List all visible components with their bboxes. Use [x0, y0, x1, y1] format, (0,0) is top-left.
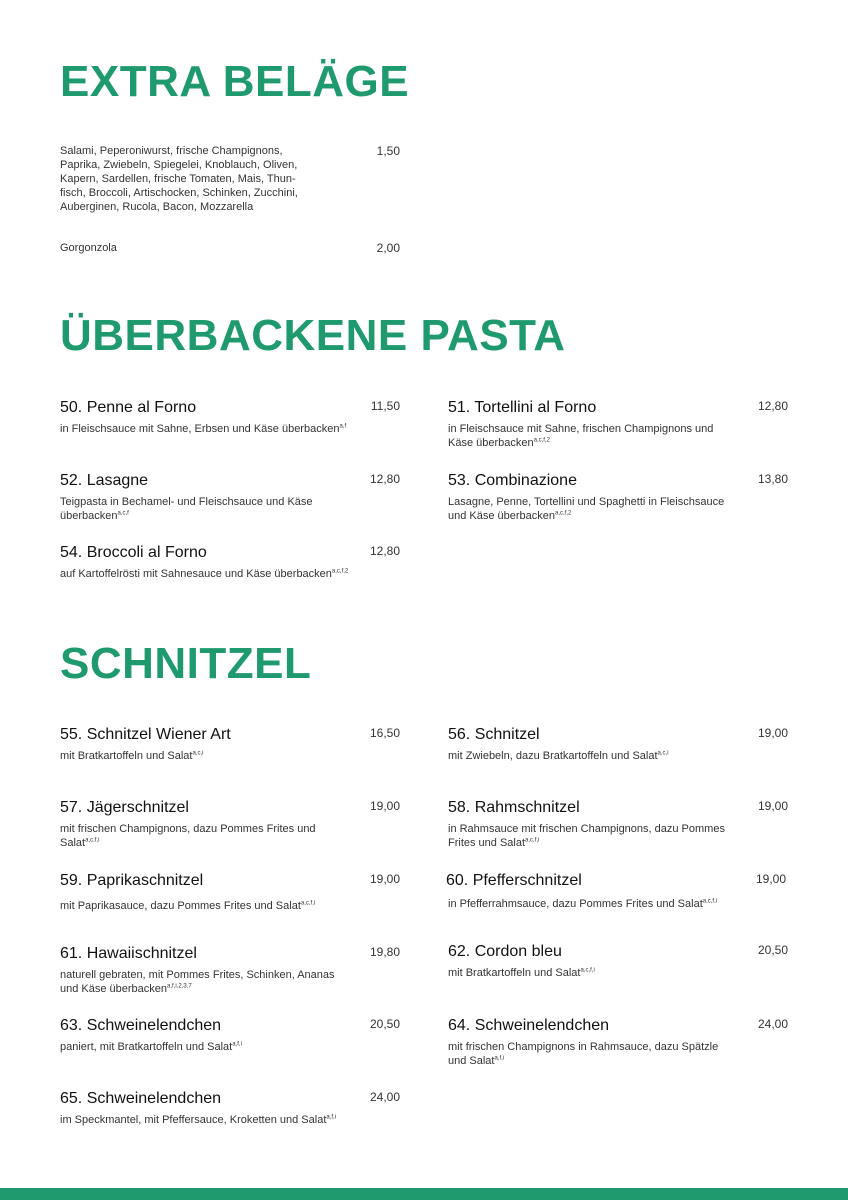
item-price: 13,80 [757, 472, 788, 486]
item-desc: mit frischen Champignons, dazu Pommes Frites und Salat$^{a,c,f,i}$ [60, 823, 316, 849]
item-desc: in Fleischsauce mit Sahne, frischen Champignons und Käse überbacken$^{a,c,f,2}$ [448, 423, 714, 449]
allergen-codes: a,f,i,2,3,7 [167, 983, 192, 990]
allergen-codes: a,c,f,i [702, 898, 718, 905]
section-title-schnitzel: SCHNITZEL [60, 639, 312, 688]
item-desc: in Fleischsauce mit Sahne, Erbsen und Käse überbacken$^{a,f}$ [60, 423, 347, 435]
menu-item [60, 944, 400, 996]
menu-item [448, 942, 788, 980]
item-price: 20,50 [757, 943, 788, 957]
allergen-codes: a,c,i [657, 750, 669, 757]
extra-item-desc: Salami, Peperoniwurst, frische Champignons, Paprika, Zwiebeln, Spiegelei, Knoblauch, Oliven, Kapern, Sardellen, frische Tomaten, Mais, Thun-fisch, Broccoli, Artischocken, Schinken, Zucchini, Auberginen, Rucola, Bacon, Mozzarella [60, 145, 298, 213]
item-price: 11,50 [370, 399, 400, 413]
menu-item [60, 798, 400, 850]
allergen-codes: a,c,f [117, 510, 129, 517]
item-name: 62. Cordon bleu [448, 943, 562, 960]
item-desc: Teigpasta in Bechamel- und Fleischsauce und Käse überbacken$^{a,c,f}$ [60, 496, 313, 522]
item-name: 54. Broccoli al Forno [60, 544, 207, 561]
item-name: 56. Schnitzel [448, 726, 540, 743]
menu-item [448, 1016, 788, 1068]
item-desc: naturell gebraten, mit Pommes Frites, Schinken, Ananas und Käse überbacken$^{a,f,i,2,3,7}$ [60, 969, 335, 995]
menu-item [448, 798, 788, 850]
item-price: 19,00 [369, 799, 400, 813]
item-name: 61. Hawaiischnitzel [60, 945, 197, 962]
extra-item-price: 2,00 [376, 241, 400, 255]
item-desc: mit frischen Champignons in Rahmsauce, dazu Spätzle und Salat$^{a,f,i}$ [448, 1041, 719, 1067]
menu-item [448, 725, 788, 763]
allergen-codes: a,c,f,i [85, 837, 100, 844]
allergen-codes: a,c,f,i [580, 967, 595, 974]
item-price: 24,00 [369, 1090, 400, 1104]
item-name: 55. Schnitzel Wiener Art [60, 726, 231, 743]
item-desc: mit Zwiebeln, dazu Bratkartoffeln und Salat$^{a,c,i}$ [448, 750, 669, 762]
item-desc: mit Bratkartoffeln und Salat$^{a,c,f,i}$ [448, 967, 595, 979]
item-name: 58. Rahmschnitzel [448, 799, 580, 816]
menu-item [60, 1089, 400, 1127]
item-desc: auf Kartoffelrösti mit Sahnesauce und Käse überbacken$^{a,c,f,2}$ [60, 568, 349, 580]
item-price: 19,00 [369, 872, 400, 886]
allergen-codes: a,f,i [326, 1114, 337, 1121]
item-price: 19,00 [755, 872, 786, 886]
section-title-pasta: ÜBERBACKENE PASTA [60, 311, 566, 360]
menu-item [60, 471, 400, 523]
allergen-codes: a,f,i [232, 1041, 242, 1048]
menu-item [448, 398, 788, 450]
menu-item [60, 1016, 400, 1054]
allergen-codes: a,c,f,i [525, 837, 540, 844]
extra-item-desc: Gorgonzola [60, 242, 117, 254]
item-price: 19,00 [757, 726, 788, 740]
item-name: 63. Schweinelendchen [60, 1017, 222, 1034]
item-name: 53. Combinazione [448, 472, 577, 489]
menu-item [60, 725, 400, 763]
item-desc: mit Paprikasauce, dazu Pommes Frites und Salat$^{a,c,f,i}$ [60, 900, 316, 912]
allergen-codes: a,c,i [192, 750, 204, 757]
item-price: 24,00 [757, 1017, 788, 1031]
item-desc: im Speckmantel, mit Pfeffersauce, Kroketten und Salat$^{a,f,i}$ [60, 1114, 337, 1126]
item-name: 65. Schweinelendchen [60, 1090, 222, 1107]
allergen-codes: a,f,i [494, 1055, 505, 1062]
section-title-extra: EXTRA BELÄGE [60, 57, 410, 106]
item-desc: paniert, mit Bratkartoffeln und Salat$^{a,f,i}$ [60, 1041, 242, 1053]
menu-item [446, 871, 786, 911]
item-name: 51. Tortellini al Forno [448, 399, 597, 416]
item-price: 19,00 [757, 799, 788, 813]
item-desc: in Pfefferrahmsauce, dazu Pommes Frites und Salat$^{a,c,f,i}$ [448, 898, 718, 910]
item-name: 60. Pfefferschnitzel [446, 872, 582, 889]
item-name: 64. Schweinelendchen [448, 1017, 610, 1034]
item-desc: in Rahmsauce mit frischen Champignons, dazu Pommes Frites und Salat$^{a,c,f,i}$ [448, 823, 725, 849]
item-name: 50. Penne al Forno [60, 399, 197, 416]
allergen-codes: a,c,f,2 [533, 437, 550, 444]
item-price: 12,80 [757, 399, 788, 413]
item-name: 52. Lasagne [60, 472, 149, 489]
item-price: 19,80 [369, 945, 400, 959]
item-desc: Lasagne, Penne, Tortellini und Spaghetti in Fleischsauce und Käse überbacken$^{a,c,f,2}$ [448, 496, 725, 522]
allergen-codes: a,c,f,i [300, 900, 316, 907]
allergen-codes: a,f [339, 423, 347, 430]
menu-item [60, 543, 400, 581]
menu-item [60, 871, 400, 913]
item-desc: mit Bratkartoffeln und Salat$^{a,c,i}$ [60, 750, 204, 762]
menu-item [60, 398, 400, 436]
extra-item-price: 1,50 [376, 144, 400, 158]
allergen-codes: a,c,f,2 [555, 510, 572, 517]
item-name: 59. Paprikaschnitzel [60, 872, 204, 889]
item-price: 12,80 [369, 472, 400, 486]
menu-item [448, 471, 788, 523]
item-name: 57. Jägerschnitzel [60, 799, 189, 816]
footer-bar [0, 1188, 848, 1200]
item-price: 20,50 [369, 1017, 400, 1031]
item-price: 12,80 [369, 544, 400, 558]
allergen-codes: a,c,f,2 [331, 568, 349, 575]
item-price: 16,50 [369, 726, 400, 740]
